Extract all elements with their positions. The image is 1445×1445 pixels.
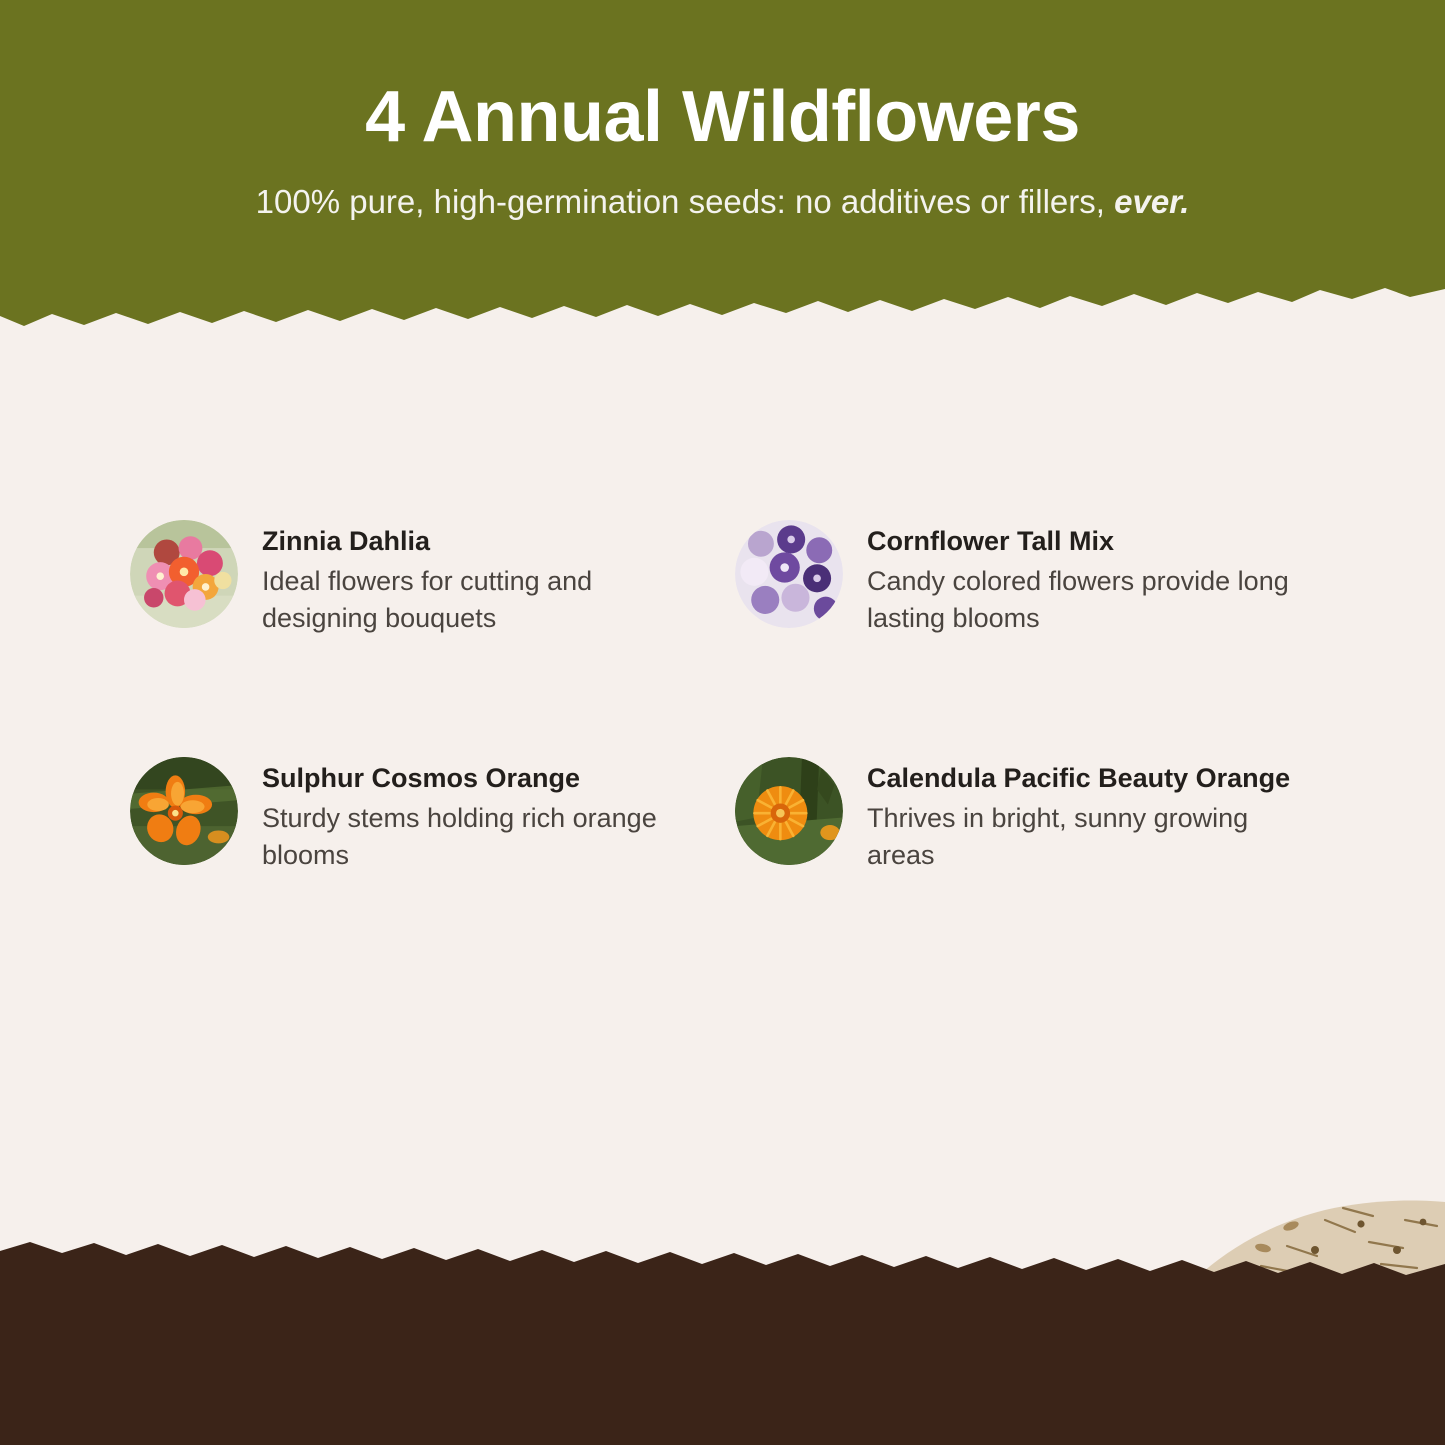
feature-text [867,520,1317,637]
subtitle-emphasis: ever. [1114,183,1190,220]
feature-description: Ideal flowers for cutting and designing bouquets [262,565,593,633]
feature-item [735,757,1340,874]
feature-title: Zinnia Dahlia [262,526,431,556]
subtitle-main: 100% pure, high-germination seeds: no additives or fillers, [255,183,1115,220]
torn-paper-edge-top-icon [0,0,1445,330]
feature-title: Sulphur Cosmos Orange [262,763,581,794]
cornflower-tall-mix-photo-icon [735,520,843,628]
feature-description: Sturdy stems holding rich orange blooms [262,802,657,870]
feature-title: Calendula Pacific Beauty Orange [867,763,1291,794]
feature-text [867,757,1317,874]
feature-item [130,757,735,874]
feature-title: Cornflower Tall Mix [867,526,1115,556]
feature-description: Candy colored flowers provide long lasting blooms [867,565,1289,633]
footer-soil-band [0,1215,1445,1445]
header-banner [0,0,1445,330]
torn-paper-edge-bottom-icon [0,1215,1445,1445]
calendula-pacific-beauty-orange-photo-icon [735,757,843,865]
feature-item [130,520,735,637]
page-title: 4 Annual Wildflowers [365,77,1080,157]
page-subtitle [0,183,1445,221]
feature-description: Thrives in bright, sunny growing areas [867,802,1249,870]
feature-item [735,520,1340,637]
sulphur-cosmos-orange-photo-icon [130,757,238,865]
feature-text [262,520,712,637]
feature-grid [0,520,1445,874]
feature-text [262,757,712,874]
zinnia-dahlia-photo-icon [130,520,238,628]
